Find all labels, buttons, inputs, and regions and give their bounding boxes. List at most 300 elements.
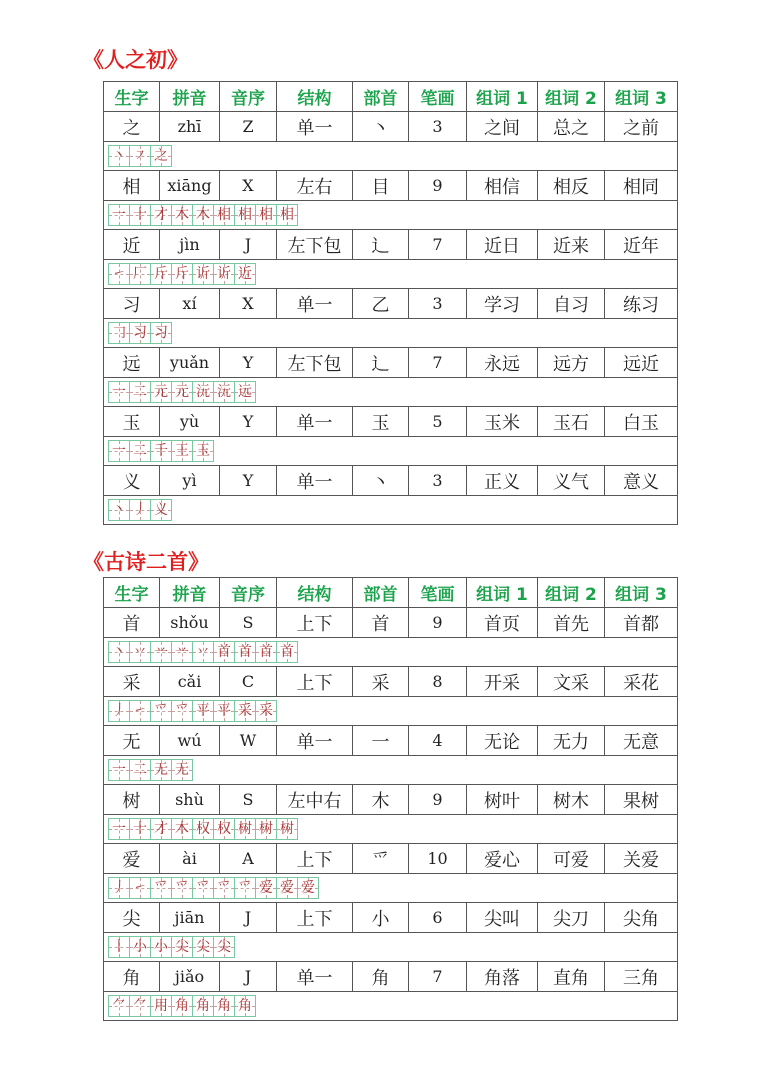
stroke-step-box xyxy=(129,818,151,840)
stroke-step-box xyxy=(171,440,193,462)
stroke-count-cell: 7 xyxy=(409,962,467,992)
stroke-step-box xyxy=(171,936,193,958)
table-row xyxy=(104,962,678,992)
stroke-step-glyph: 才 xyxy=(154,207,168,223)
stroke-step-glyph: 采 xyxy=(238,703,252,719)
char-cell: 玉 xyxy=(104,407,160,437)
stroke-order-row xyxy=(104,142,678,171)
stroke-step-glyph: 角 xyxy=(217,998,231,1014)
structure-cell: 左中右 xyxy=(277,785,353,815)
radical-cell: 目 xyxy=(353,171,409,201)
stroke-step-glyph: 一 xyxy=(112,207,126,223)
stroke-step-glyph: 厂 xyxy=(133,266,147,282)
stroke-order-cell xyxy=(104,319,678,348)
table-row xyxy=(104,348,678,378)
char-cell: 爱 xyxy=(104,844,160,874)
header-row xyxy=(104,578,678,608)
table-row xyxy=(104,785,678,815)
initial-cell: S xyxy=(220,608,277,638)
stroke-step-box xyxy=(171,381,193,403)
stroke-step-box xyxy=(276,818,298,840)
column-header: 组词 1 xyxy=(467,82,538,112)
stroke-step-box xyxy=(234,641,256,663)
stroke-step-glyph: 树 xyxy=(259,821,273,837)
stroke-step-glyph: 角 xyxy=(238,998,252,1014)
pinyin-cell: cǎi xyxy=(160,667,220,697)
char-cell: 远 xyxy=(104,348,160,378)
radical-cell: 木 xyxy=(353,785,409,815)
word-cell: 无论 xyxy=(467,726,538,756)
stroke-step-glyph: 丷 xyxy=(196,644,210,660)
stroke-step-glyph: 丿 xyxy=(133,502,147,518)
stroke-step-box xyxy=(108,499,130,521)
stroke-step-box xyxy=(192,700,214,722)
stroke-step-box xyxy=(255,818,277,840)
stroke-step-box xyxy=(150,936,172,958)
column-header: 生字 xyxy=(104,82,160,112)
word-cell: 果树 xyxy=(605,785,678,815)
stroke-step-glyph: 丶 xyxy=(112,502,126,518)
stroke-step-glyph: 斤 xyxy=(175,266,189,282)
stroke-step-box xyxy=(192,263,214,285)
stroke-order-cell xyxy=(104,874,678,903)
stroke-step-box xyxy=(297,877,319,899)
stroke-step-glyph: 一 xyxy=(112,762,126,778)
stroke-order-cell xyxy=(104,815,678,844)
word-cell: 玉米 xyxy=(467,407,538,437)
stroke-step-box xyxy=(129,440,151,462)
word-cell: 首页 xyxy=(467,608,538,638)
stroke-step-glyph: 角 xyxy=(175,998,189,1014)
word-cell: 远近 xyxy=(605,348,678,378)
char-cell: 采 xyxy=(104,667,160,697)
stroke-step-box xyxy=(213,877,235,899)
initial-cell: A xyxy=(220,844,277,874)
stroke-count-cell: 7 xyxy=(409,348,467,378)
stroke-step-glyph: 小 xyxy=(154,939,168,955)
word-cell: 关爱 xyxy=(605,844,678,874)
stroke-step-box xyxy=(276,641,298,663)
stroke-count-cell: 9 xyxy=(409,785,467,815)
column-header: 笔画 xyxy=(409,578,467,608)
stroke-step-box xyxy=(150,759,172,781)
stroke-step-glyph: 爱 xyxy=(259,880,273,896)
column-header: 组词 3 xyxy=(605,82,678,112)
stroke-step-glyph: ㇀ xyxy=(112,266,126,282)
table-row xyxy=(104,903,678,933)
stroke-step-glyph: 丨 xyxy=(112,939,126,955)
stroke-order-cell xyxy=(104,378,678,407)
column-header: 部首 xyxy=(353,82,409,112)
stroke-step-glyph: 爫 xyxy=(175,703,189,719)
stroke-step-glyph: 平 xyxy=(217,703,231,719)
stroke-step-box xyxy=(129,877,151,899)
stroke-step-box xyxy=(213,818,235,840)
structure-cell: 单一 xyxy=(277,466,353,496)
stroke-step-box xyxy=(108,263,130,285)
stroke-order-row xyxy=(104,874,678,903)
stroke-step-box xyxy=(213,700,235,722)
stroke-step-glyph: 相 xyxy=(280,207,294,223)
pinyin-cell: xiāng xyxy=(160,171,220,201)
stroke-order-cell xyxy=(104,756,678,785)
word-cell: 文采 xyxy=(538,667,605,697)
stroke-step-box xyxy=(129,759,151,781)
stroke-count-cell: 6 xyxy=(409,903,467,933)
stroke-step-box xyxy=(108,145,130,167)
word-cell: 正义 xyxy=(467,466,538,496)
column-header: 部首 xyxy=(353,578,409,608)
stroke-count-cell: 4 xyxy=(409,726,467,756)
stroke-step-glyph: 元 xyxy=(175,384,189,400)
stroke-step-glyph: 采 xyxy=(259,703,273,719)
stroke-step-box xyxy=(234,204,256,226)
stroke-step-box xyxy=(129,995,151,1017)
stroke-step-box xyxy=(234,381,256,403)
stroke-step-box xyxy=(150,818,172,840)
initial-cell: X xyxy=(220,289,277,319)
char-cell: 尖 xyxy=(104,903,160,933)
stroke-step-glyph: 十 xyxy=(133,207,147,223)
stroke-order-row xyxy=(104,697,678,726)
stroke-order-cell xyxy=(104,933,678,962)
stroke-step-glyph: ㇇ xyxy=(133,148,147,164)
radical-cell: 采 xyxy=(353,667,409,697)
stroke-step-box xyxy=(108,877,130,899)
word-cell: 白玉 xyxy=(605,407,678,437)
stroke-step-glyph: 丶 xyxy=(112,644,126,660)
stroke-step-glyph: 丿 xyxy=(112,880,126,896)
table-row xyxy=(104,230,678,260)
stroke-order-cell xyxy=(104,992,678,1021)
stroke-step-glyph: 无 xyxy=(154,762,168,778)
word-cell: 自习 xyxy=(538,289,605,319)
stroke-step-box xyxy=(150,877,172,899)
column-header: 笔画 xyxy=(409,82,467,112)
stroke-step-glyph: 木 xyxy=(196,207,210,223)
stroke-step-glyph: 平 xyxy=(196,703,210,719)
character-table xyxy=(103,81,678,525)
stroke-step-box xyxy=(150,995,172,1017)
table-row xyxy=(104,608,678,638)
word-cell: 近年 xyxy=(605,230,678,260)
word-cell: 三角 xyxy=(605,962,678,992)
stroke-order-row xyxy=(104,319,678,348)
stroke-step-box xyxy=(213,995,235,1017)
stroke-step-glyph: 䜣 xyxy=(217,266,231,282)
word-cell: 玉石 xyxy=(538,407,605,437)
stroke-step-box xyxy=(129,322,151,344)
stroke-step-box xyxy=(276,877,298,899)
initial-cell: Y xyxy=(220,466,277,496)
stroke-order-cell xyxy=(104,260,678,289)
char-cell: 角 xyxy=(104,962,160,992)
header-row xyxy=(104,82,678,112)
table-row xyxy=(104,171,678,201)
stroke-count-cell: 9 xyxy=(409,171,467,201)
stroke-step-box xyxy=(234,700,256,722)
initial-cell: S xyxy=(220,785,277,815)
stroke-order-cell xyxy=(104,437,678,466)
structure-cell: 上下 xyxy=(277,608,353,638)
structure-cell: 单一 xyxy=(277,726,353,756)
word-cell: 无力 xyxy=(538,726,605,756)
column-header: 组词 3 xyxy=(605,578,678,608)
word-cell: 学习 xyxy=(467,289,538,319)
stroke-step-box xyxy=(129,700,151,722)
stroke-order-row xyxy=(104,260,678,289)
stroke-step-box xyxy=(129,936,151,958)
stroke-step-box xyxy=(150,322,172,344)
stroke-step-box xyxy=(276,204,298,226)
pinyin-cell: shǒu xyxy=(160,608,220,638)
structure-cell: 上下 xyxy=(277,844,353,874)
column-header: 组词 1 xyxy=(467,578,538,608)
column-header: 组词 2 xyxy=(538,82,605,112)
stroke-order-row xyxy=(104,815,678,844)
column-header: 结构 xyxy=(277,578,353,608)
stroke-step-box xyxy=(129,204,151,226)
stroke-step-glyph: 之 xyxy=(154,148,168,164)
stroke-step-glyph: 爫 xyxy=(154,703,168,719)
stroke-step-box xyxy=(192,641,214,663)
word-cell: 远方 xyxy=(538,348,605,378)
stroke-step-glyph: 木 xyxy=(175,821,189,837)
stroke-step-box xyxy=(255,641,277,663)
stroke-step-box xyxy=(255,204,277,226)
table-row xyxy=(104,407,678,437)
initial-cell: Y xyxy=(220,348,277,378)
stroke-step-glyph: 爫 xyxy=(154,880,168,896)
stroke-step-box xyxy=(150,381,172,403)
stroke-order-cell xyxy=(104,201,678,230)
radical-cell: 一 xyxy=(353,726,409,756)
structure-cell: 单一 xyxy=(277,962,353,992)
stroke-step-box xyxy=(234,877,256,899)
structure-cell: 左下包 xyxy=(277,230,353,260)
stroke-step-box xyxy=(171,818,193,840)
stroke-count-cell: 7 xyxy=(409,230,467,260)
stroke-step-glyph: 爫 xyxy=(238,880,252,896)
radical-cell: 丶 xyxy=(353,466,409,496)
char-cell: 近 xyxy=(104,230,160,260)
stroke-step-glyph: 树 xyxy=(280,821,294,837)
word-cell: 爱心 xyxy=(467,844,538,874)
stroke-step-glyph: 䒑 xyxy=(154,644,168,660)
stroke-step-glyph: 十 xyxy=(133,821,147,837)
stroke-step-glyph: 爱 xyxy=(301,880,315,896)
stroke-step-box xyxy=(108,818,130,840)
column-header: 生字 xyxy=(104,578,160,608)
stroke-step-glyph: 树 xyxy=(238,821,252,837)
stroke-step-box xyxy=(129,381,151,403)
stroke-step-glyph: ㇀ xyxy=(133,880,147,896)
column-header: 结构 xyxy=(277,82,353,112)
structure-cell: 左下包 xyxy=(277,348,353,378)
table-row xyxy=(104,726,678,756)
stroke-step-box xyxy=(108,440,130,462)
stroke-step-glyph: 爫 xyxy=(217,880,231,896)
stroke-step-glyph: 无 xyxy=(175,762,189,778)
stroke-step-box xyxy=(108,381,130,403)
stroke-order-row xyxy=(104,378,678,407)
stroke-step-glyph: 相 xyxy=(217,207,231,223)
stroke-order-cell xyxy=(104,142,678,171)
stroke-step-box xyxy=(213,936,235,958)
radical-cell: 玉 xyxy=(353,407,409,437)
stroke-step-glyph: 斤 xyxy=(154,266,168,282)
stroke-step-glyph: 爱 xyxy=(280,880,294,896)
pinyin-cell: yuǎn xyxy=(160,348,220,378)
stroke-step-glyph: 首 xyxy=(238,644,252,660)
stroke-step-glyph: 元 xyxy=(154,384,168,400)
stroke-step-glyph: 首 xyxy=(280,644,294,660)
pinyin-cell: ài xyxy=(160,844,220,874)
initial-cell: J xyxy=(220,230,277,260)
stroke-step-box xyxy=(150,263,172,285)
initial-cell: J xyxy=(220,903,277,933)
char-cell: 首 xyxy=(104,608,160,638)
word-cell: 总之 xyxy=(538,112,605,142)
stroke-step-box xyxy=(108,995,130,1017)
structure-cell: 单一 xyxy=(277,112,353,142)
stroke-step-box xyxy=(234,263,256,285)
stroke-order-row xyxy=(104,638,678,667)
stroke-order-row xyxy=(104,437,678,466)
word-cell: 树木 xyxy=(538,785,605,815)
stroke-step-box xyxy=(171,995,193,1017)
stroke-order-row xyxy=(104,756,678,785)
stroke-step-box xyxy=(171,877,193,899)
stroke-step-box xyxy=(108,322,130,344)
stroke-step-box xyxy=(213,641,235,663)
radical-cell: 丶 xyxy=(353,112,409,142)
table-row xyxy=(104,466,678,496)
stroke-step-box xyxy=(255,700,277,722)
character-table xyxy=(103,577,678,1021)
stroke-step-box xyxy=(234,995,256,1017)
stroke-step-box xyxy=(234,818,256,840)
section-title: 《人之初》 xyxy=(83,48,188,72)
stroke-step-box xyxy=(171,759,193,781)
char-cell: 树 xyxy=(104,785,160,815)
stroke-step-glyph: 首 xyxy=(217,644,231,660)
stroke-count-cell: 5 xyxy=(409,407,467,437)
word-cell: 开采 xyxy=(467,667,538,697)
word-cell: 尖角 xyxy=(605,903,678,933)
stroke-order-row xyxy=(104,992,678,1021)
radical-cell: 首 xyxy=(353,608,409,638)
char-cell: 习 xyxy=(104,289,160,319)
stroke-step-box xyxy=(171,263,193,285)
stroke-step-glyph: 相 xyxy=(259,207,273,223)
pinyin-cell: yì xyxy=(160,466,220,496)
word-cell: 无意 xyxy=(605,726,678,756)
stroke-step-glyph: 𠃌 xyxy=(112,325,126,341)
stroke-count-cell: 3 xyxy=(409,112,467,142)
word-cell: 永远 xyxy=(467,348,538,378)
stroke-step-box xyxy=(150,499,172,521)
pinyin-cell: zhī xyxy=(160,112,220,142)
stroke-step-glyph: 尖 xyxy=(217,939,231,955)
stroke-step-glyph: 角 xyxy=(196,998,210,1014)
word-cell: 近来 xyxy=(538,230,605,260)
stroke-order-cell xyxy=(104,496,678,525)
stroke-step-box xyxy=(150,641,172,663)
stroke-step-glyph: 一 xyxy=(112,821,126,837)
stroke-step-glyph: 一 xyxy=(112,384,126,400)
stroke-step-glyph: 首 xyxy=(259,644,273,660)
stroke-step-glyph: 䜣 xyxy=(196,266,210,282)
stroke-step-box xyxy=(171,700,193,722)
stroke-order-cell xyxy=(104,697,678,726)
stroke-step-glyph: 沅 xyxy=(217,384,231,400)
stroke-step-box xyxy=(192,936,214,958)
stroke-step-box xyxy=(150,700,172,722)
word-cell: 尖刀 xyxy=(538,903,605,933)
stroke-step-glyph: 爫 xyxy=(175,880,189,896)
initial-cell: X xyxy=(220,171,277,201)
column-header: 组词 2 xyxy=(538,578,605,608)
stroke-step-glyph: 沅 xyxy=(196,384,210,400)
stroke-step-box xyxy=(108,700,130,722)
radical-cell: 乙 xyxy=(353,289,409,319)
stroke-step-glyph: 近 xyxy=(238,266,252,282)
char-cell: 相 xyxy=(104,171,160,201)
stroke-step-glyph: ⺈ xyxy=(112,998,126,1014)
stroke-step-glyph: 玉 xyxy=(196,443,210,459)
stroke-step-box xyxy=(108,936,130,958)
stroke-step-box xyxy=(129,145,151,167)
char-cell: 无 xyxy=(104,726,160,756)
stroke-step-glyph: 相 xyxy=(238,207,252,223)
stroke-step-glyph: 二 xyxy=(133,762,147,778)
stroke-step-glyph: 丷 xyxy=(133,644,147,660)
initial-cell: W xyxy=(220,726,277,756)
stroke-step-glyph: 权 xyxy=(217,821,231,837)
stroke-step-glyph: 尖 xyxy=(196,939,210,955)
structure-cell: 左右 xyxy=(277,171,353,201)
stroke-step-box xyxy=(150,440,172,462)
initial-cell: Z xyxy=(220,112,277,142)
stroke-step-box xyxy=(129,499,151,521)
pinyin-cell: wú xyxy=(160,726,220,756)
stroke-step-box xyxy=(192,818,214,840)
pinyin-cell: jìn xyxy=(160,230,220,260)
word-cell: 采花 xyxy=(605,667,678,697)
radical-cell: 辶 xyxy=(353,348,409,378)
structure-cell: 上下 xyxy=(277,667,353,697)
word-cell: 首都 xyxy=(605,608,678,638)
stroke-step-glyph: 丶 xyxy=(112,148,126,164)
stroke-step-box xyxy=(192,381,214,403)
radical-cell: 辶 xyxy=(353,230,409,260)
stroke-step-glyph: 用 xyxy=(154,998,168,1014)
stroke-step-box xyxy=(171,641,193,663)
stroke-order-row xyxy=(104,201,678,230)
stroke-step-glyph: 小 xyxy=(133,939,147,955)
char-cell: 之 xyxy=(104,112,160,142)
stroke-step-box xyxy=(129,263,151,285)
word-cell: 义气 xyxy=(538,466,605,496)
stroke-step-glyph: ㇀ xyxy=(133,703,147,719)
word-cell: 相信 xyxy=(467,171,538,201)
stroke-step-box xyxy=(108,641,130,663)
word-cell: 树叶 xyxy=(467,785,538,815)
char-cell: 义 xyxy=(104,466,160,496)
stroke-step-glyph: 千 xyxy=(154,443,168,459)
word-cell: 之前 xyxy=(605,112,678,142)
